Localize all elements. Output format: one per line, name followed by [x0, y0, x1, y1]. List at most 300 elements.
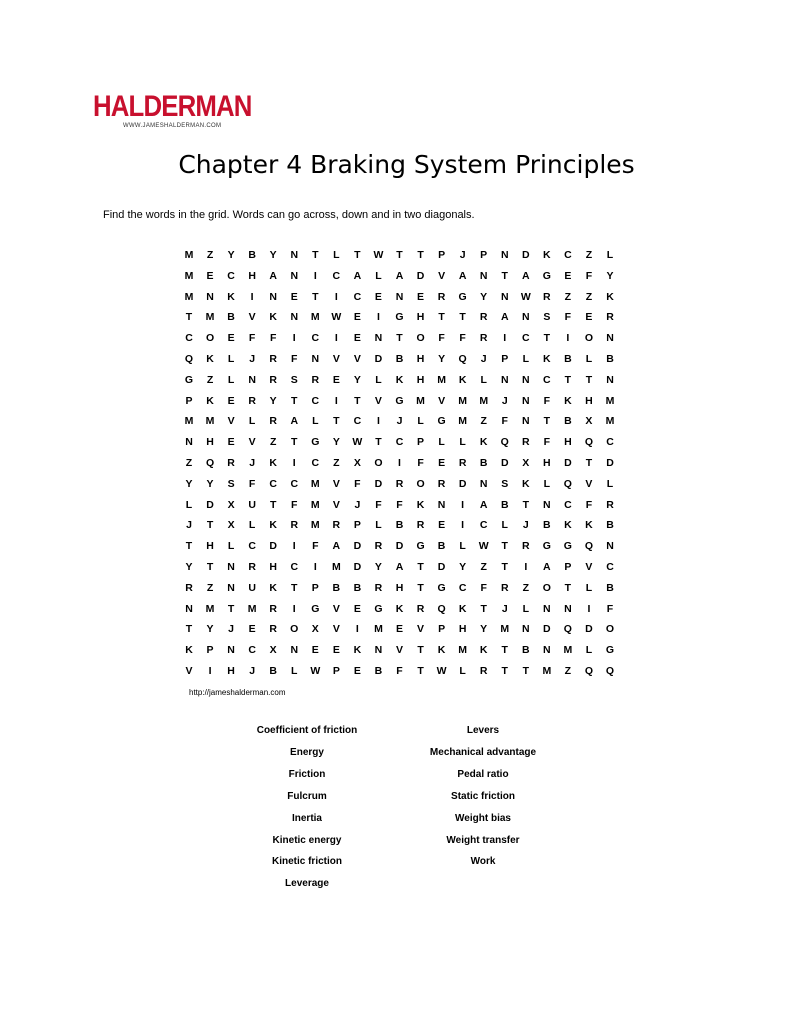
grid-letter: M: [563, 644, 573, 657]
grid-letter: Q: [563, 477, 572, 490]
grid-letter: J: [501, 394, 508, 407]
grid-letter: Z: [564, 290, 572, 303]
grid-letter: B: [479, 457, 488, 469]
grid-letter: L: [459, 540, 466, 553]
grid-letter: Z: [522, 581, 529, 594]
grid-letter: S: [543, 311, 551, 324]
grid-letter: R: [269, 602, 277, 615]
grid-letter: F: [501, 415, 508, 428]
word-item: Fulcrum: [287, 790, 327, 802]
grid-letter: F: [459, 332, 466, 345]
grid-letter: A: [543, 561, 551, 573]
grid-letter: P: [564, 561, 572, 573]
grid-letter: R: [248, 561, 256, 573]
grid-letter: K: [522, 477, 530, 490]
grid-letter: T: [417, 581, 424, 594]
grid-row: [182, 581, 622, 602]
source-link[interactable]: http://jameshalderman.com: [189, 688, 286, 697]
grid-letter: N: [311, 353, 320, 365]
grid-letter: L: [185, 498, 193, 511]
grid-row: [182, 290, 622, 311]
grid-letter: I: [503, 332, 507, 345]
grid-letter: R: [374, 540, 383, 553]
grid-letter: R: [332, 519, 341, 532]
grid-letter: D: [458, 477, 467, 490]
grid-letter: Q: [605, 665, 615, 677]
grid-row: [182, 310, 622, 331]
grid-letter: N: [290, 269, 299, 282]
grid-letter: N: [543, 498, 551, 511]
grid-letter: R: [311, 373, 320, 386]
grid-letter: V: [353, 353, 361, 365]
word-item: Weight bias: [455, 812, 511, 824]
grid-letter: Y: [480, 290, 488, 303]
grid-letter: Y: [206, 623, 214, 636]
grid-letter: V: [585, 477, 593, 490]
grid-letter: R: [437, 477, 446, 490]
word-item: Weight transfer: [446, 834, 520, 846]
grid-letter: I: [376, 311, 380, 324]
grid-letter: Z: [480, 561, 487, 573]
grid-letter: I: [313, 561, 317, 573]
grid-letter: Z: [206, 581, 214, 594]
grid-letter: K: [543, 249, 551, 261]
grid-letter: I: [292, 540, 296, 553]
grid-letter: D: [353, 540, 362, 553]
grid-letter: M: [479, 394, 489, 407]
grid-letter: M: [310, 477, 320, 490]
grid-letter: G: [416, 540, 425, 553]
grid-letter: Z: [333, 457, 340, 469]
grid-letter: T: [501, 269, 508, 282]
grid-letter: I: [292, 457, 296, 469]
grid-letter: Y: [269, 394, 277, 407]
grid-letter: M: [310, 519, 320, 532]
grid-letter: T: [522, 498, 529, 511]
grid-letter: Q: [584, 540, 594, 553]
grid-letter: A: [332, 540, 341, 553]
grid-letter: F: [480, 581, 487, 594]
grid-letter: L: [227, 540, 235, 553]
grid-letter: T: [185, 311, 193, 324]
grid-letter: I: [292, 332, 296, 345]
grid-letter: T: [227, 602, 235, 615]
grid-letter: B: [248, 249, 256, 261]
grid-letter: H: [227, 665, 235, 677]
grid-letter: T: [354, 249, 361, 261]
grid-letter: E: [353, 311, 361, 324]
grid-letter: D: [585, 623, 593, 636]
grid-letter: R: [479, 665, 488, 677]
grid-letter: P: [480, 249, 488, 261]
grid-letter: L: [375, 519, 382, 532]
grid-letter: K: [353, 644, 362, 657]
grid-letter: T: [543, 332, 551, 345]
grid-row: [182, 248, 622, 269]
logo-url: WWW.JAMESHALDERMAN.COM: [123, 123, 222, 129]
grid-letter: G: [542, 269, 551, 282]
page-title: Chapter 4 Braking System Principles: [178, 150, 635, 179]
grid-letter: Z: [185, 457, 193, 469]
grid-letter: V: [332, 498, 340, 511]
grid-letter: H: [458, 623, 467, 636]
grid-letter: L: [459, 436, 466, 449]
grid-letter: P: [417, 436, 425, 449]
grid-letter: O: [605, 623, 615, 636]
grid-letter: S: [290, 373, 298, 386]
grid-letter: K: [543, 353, 551, 365]
grid-letter: B: [564, 415, 572, 428]
grid-letter: L: [375, 269, 382, 282]
grid-letter: V: [438, 394, 446, 407]
grid-letter: C: [311, 457, 320, 469]
grid-letter: L: [417, 415, 424, 428]
grid-letter: I: [376, 415, 380, 428]
grid-letter: T: [585, 373, 593, 386]
grid-letter: V: [417, 623, 425, 636]
grid-letter: T: [501, 540, 508, 553]
grid-letter: C: [248, 540, 256, 553]
grid-letter: B: [500, 498, 509, 511]
grid-letter: Y: [227, 249, 235, 261]
grid-letter: P: [438, 249, 446, 261]
grid-letter: H: [206, 436, 214, 449]
grid-letter: M: [247, 602, 257, 615]
grid-letter: Q: [184, 353, 194, 365]
grid-letter: V: [332, 602, 340, 615]
grid-letter: E: [374, 290, 382, 303]
grid-letter: Y: [606, 269, 614, 282]
grid-letter: V: [374, 394, 382, 407]
grid-letter: L: [291, 665, 298, 677]
grid-letter: K: [206, 394, 214, 407]
grid-letter: D: [269, 540, 277, 553]
grid-letter: F: [417, 457, 424, 469]
grid-letter: K: [269, 311, 277, 324]
grid-letter: R: [374, 581, 383, 594]
grid-letter: F: [396, 498, 403, 511]
word-item: Kinetic energy: [272, 834, 342, 846]
grid-letter: O: [205, 332, 215, 345]
grid-letter: K: [206, 353, 214, 365]
grid-letter: I: [587, 602, 591, 615]
grid-letter: O: [290, 623, 299, 636]
grid-letter: J: [249, 353, 256, 365]
grid-letter: D: [374, 477, 383, 490]
grid-letter: I: [250, 290, 254, 303]
grid-letter: L: [227, 353, 235, 365]
grid-letter: M: [416, 394, 425, 407]
grid-letter: T: [564, 581, 572, 594]
grid-letter: T: [522, 665, 529, 677]
grid-letter: L: [248, 415, 256, 428]
grid-letter: R: [522, 436, 530, 449]
grid-letter: O: [416, 477, 425, 490]
grid-letter: E: [417, 290, 425, 303]
grid-letter: N: [606, 540, 614, 553]
grid-letter: E: [438, 519, 446, 532]
grid-letter: I: [334, 332, 338, 345]
grid-letter: W: [331, 311, 342, 324]
grid-letter: X: [311, 623, 319, 636]
grid-letter: M: [374, 623, 383, 636]
grid-letter: P: [206, 644, 214, 657]
word-item: Kinetic friction: [271, 856, 342, 868]
grid-letter: M: [184, 269, 194, 282]
grid-letter: O: [584, 332, 594, 345]
grid-letter: T: [206, 519, 214, 532]
grid-letter: J: [459, 249, 466, 261]
word-item: Energy: [290, 746, 324, 758]
grid-letter: R: [290, 519, 299, 532]
grid-letter: J: [396, 415, 403, 428]
grid-letter: S: [227, 477, 235, 490]
grid-letter: Y: [332, 436, 340, 449]
grid-letter: N: [500, 373, 509, 386]
grid-letter: B: [332, 581, 341, 594]
grid-letter: R: [395, 477, 404, 490]
grid-letter: K: [564, 519, 572, 532]
word-item: Friction: [288, 768, 326, 780]
grid-letter: H: [416, 373, 425, 386]
grid-letter: Z: [206, 249, 214, 261]
grid-letter: K: [269, 519, 277, 532]
grid-letter: E: [332, 644, 340, 657]
grid-letter: D: [500, 457, 509, 469]
grid-letter: N: [290, 644, 299, 657]
grid-letter: P: [332, 665, 340, 677]
grid-letter: C: [290, 477, 299, 490]
grid-letter: A: [353, 269, 362, 282]
grid-letter: X: [353, 457, 361, 469]
grid-letter: E: [353, 332, 361, 345]
grid-letter: N: [395, 290, 404, 303]
grid-row: [182, 352, 622, 373]
grid-letter: K: [395, 373, 404, 386]
grid-letter: U: [248, 581, 256, 594]
grid-letter: B: [522, 644, 530, 657]
grid-letter: L: [312, 415, 319, 428]
grid-letter: T: [501, 665, 508, 677]
grid-row: [182, 643, 622, 664]
grid-letter: L: [501, 519, 508, 532]
grid-letter: E: [227, 332, 235, 345]
grid-letter: H: [269, 561, 277, 573]
grid-letter: A: [395, 561, 404, 573]
grid-letter: D: [437, 561, 446, 573]
grid-letter: H: [416, 311, 425, 324]
grid-letter: R: [248, 394, 256, 407]
grid-letter: G: [437, 415, 446, 428]
grid-row: [182, 269, 622, 290]
grid-letter: I: [355, 623, 359, 636]
grid-letter: C: [564, 249, 572, 261]
grid-letter: N: [522, 415, 530, 428]
grid-letter: J: [249, 665, 256, 677]
grid-letter: C: [606, 561, 614, 573]
grid-letter: X: [585, 415, 593, 428]
grid-row: [182, 602, 622, 623]
grid-letter: F: [291, 353, 298, 365]
grid-row: [182, 394, 622, 415]
grid-letter: G: [605, 644, 615, 657]
grid-letter: Q: [437, 602, 446, 615]
grid-letter: T: [269, 498, 277, 511]
grid-letter: F: [606, 602, 614, 615]
grid-row: [182, 539, 622, 560]
grid-letter: A: [395, 269, 404, 282]
grid-letter: M: [205, 415, 215, 428]
word-item: Static friction: [451, 790, 515, 802]
grid-letter: N: [269, 290, 277, 303]
grid-letter: V: [227, 415, 235, 428]
grid-letter: N: [374, 644, 383, 657]
grid-letter: H: [395, 581, 404, 594]
grid-letter: B: [606, 581, 614, 594]
grid-letter: Y: [185, 561, 193, 573]
grid-letter: V: [332, 353, 340, 365]
grid-letter: K: [185, 644, 193, 657]
grid-letter: C: [248, 644, 256, 657]
grid-letter: N: [543, 644, 551, 657]
instructions: Find the words in the grid. Words can go across, down and in two diagonals.: [103, 209, 475, 221]
grid-letter: T: [312, 249, 319, 261]
grid-letter: N: [290, 311, 299, 324]
grid-letter: M: [184, 415, 194, 428]
grid-letter: L: [333, 249, 340, 261]
grid-letter: R: [479, 311, 488, 324]
grid-letter: N: [522, 311, 530, 324]
grid-letter: K: [437, 644, 446, 657]
grid-letter: K: [564, 394, 572, 407]
grid-letter: W: [373, 249, 384, 261]
grid-letter: I: [461, 498, 465, 511]
grid-letter: P: [501, 353, 509, 365]
word-item: Inertia: [291, 812, 322, 824]
grid-letter: N: [374, 332, 383, 345]
grid-letter: F: [354, 477, 361, 490]
grid-letter: F: [438, 332, 445, 345]
grid-letter: T: [417, 561, 424, 573]
grid-letter: G: [437, 581, 446, 594]
grid-letter: T: [543, 415, 551, 428]
grid-letter: T: [354, 394, 361, 407]
grid-letter: C: [311, 332, 320, 345]
grid-letter: V: [395, 644, 403, 657]
grid-letter: I: [292, 602, 296, 615]
grid-letter: I: [334, 290, 338, 303]
grid-letter: B: [395, 353, 404, 365]
grid-letter: N: [522, 373, 530, 386]
grid-letter: L: [438, 436, 445, 449]
grid-letter: T: [417, 644, 424, 657]
grid-letter: F: [396, 665, 403, 677]
grid-letter: K: [269, 457, 277, 469]
grid-row: [182, 498, 622, 519]
grid-letter: G: [563, 540, 572, 553]
grid-letter: D: [543, 623, 551, 636]
grid-letter: H: [248, 269, 256, 282]
word-item: Work: [470, 856, 496, 868]
grid-letter: M: [542, 665, 552, 677]
grid-letter: M: [605, 415, 615, 428]
grid-letter: Q: [205, 457, 215, 469]
grid-letter: E: [564, 269, 572, 282]
grid-letter: M: [458, 415, 468, 428]
grid-letter: M: [458, 644, 468, 657]
grid-letter: Q: [500, 436, 509, 449]
grid-letter: C: [543, 373, 551, 386]
grid-letter: T: [417, 665, 424, 677]
grid-letter: W: [436, 665, 447, 677]
grid-letter: G: [395, 311, 404, 324]
grid-letter: T: [291, 436, 298, 449]
grid-letter: A: [458, 269, 467, 282]
grid-letter: G: [184, 373, 194, 386]
grid-letter: N: [227, 644, 235, 657]
grid-letter: J: [354, 498, 361, 511]
grid-letter: E: [206, 269, 214, 282]
grid-letter: L: [375, 373, 382, 386]
grid-letter: E: [227, 436, 235, 449]
grid-letter: P: [311, 581, 319, 594]
grid-letter: T: [375, 436, 382, 449]
grid-letter: C: [395, 436, 404, 449]
grid-letter: B: [564, 353, 572, 365]
grid-letter: T: [459, 311, 466, 324]
grid-letter: T: [585, 457, 593, 469]
grid-letter: C: [564, 498, 572, 511]
grid-letter: F: [248, 477, 256, 490]
grid-letter: N: [606, 332, 614, 345]
grid-letter: T: [206, 561, 214, 573]
grid-letter: N: [543, 602, 551, 615]
grid-letter: N: [290, 249, 299, 261]
grid-letter: F: [291, 498, 298, 511]
grid-letter: N: [479, 269, 488, 282]
grid-letter: C: [479, 519, 488, 532]
word-item: Leverage: [285, 878, 329, 890]
grid-letter: J: [186, 519, 192, 532]
grid-letter: F: [585, 498, 593, 511]
grid-row: [182, 414, 622, 435]
grid-letter: D: [606, 457, 614, 469]
grid-row: [182, 373, 622, 394]
grid-letter: O: [416, 332, 425, 345]
grid-letter: F: [585, 269, 593, 282]
grid-letter: T: [501, 561, 508, 573]
grid-letter: L: [585, 581, 593, 594]
grid-letter: B: [227, 311, 235, 324]
grid-letter: K: [227, 290, 235, 303]
grid-letter: I: [208, 665, 212, 677]
grid-letter: T: [185, 540, 193, 553]
grid-letter: S: [501, 477, 509, 490]
grid-letter: F: [564, 311, 572, 324]
grid-letter: F: [375, 498, 382, 511]
grid-letter: R: [269, 373, 277, 386]
grid-letter: V: [332, 623, 340, 636]
grid-letter: L: [227, 373, 235, 386]
grid-letter: Q: [584, 436, 594, 449]
grid-letter: R: [522, 540, 530, 553]
grid-letter: B: [353, 581, 362, 594]
grid-letter: G: [311, 602, 320, 615]
grid-letter: I: [566, 332, 570, 345]
grid-letter: C: [353, 290, 362, 303]
grid-letter: A: [500, 311, 509, 324]
grid-letter: M: [500, 623, 510, 636]
